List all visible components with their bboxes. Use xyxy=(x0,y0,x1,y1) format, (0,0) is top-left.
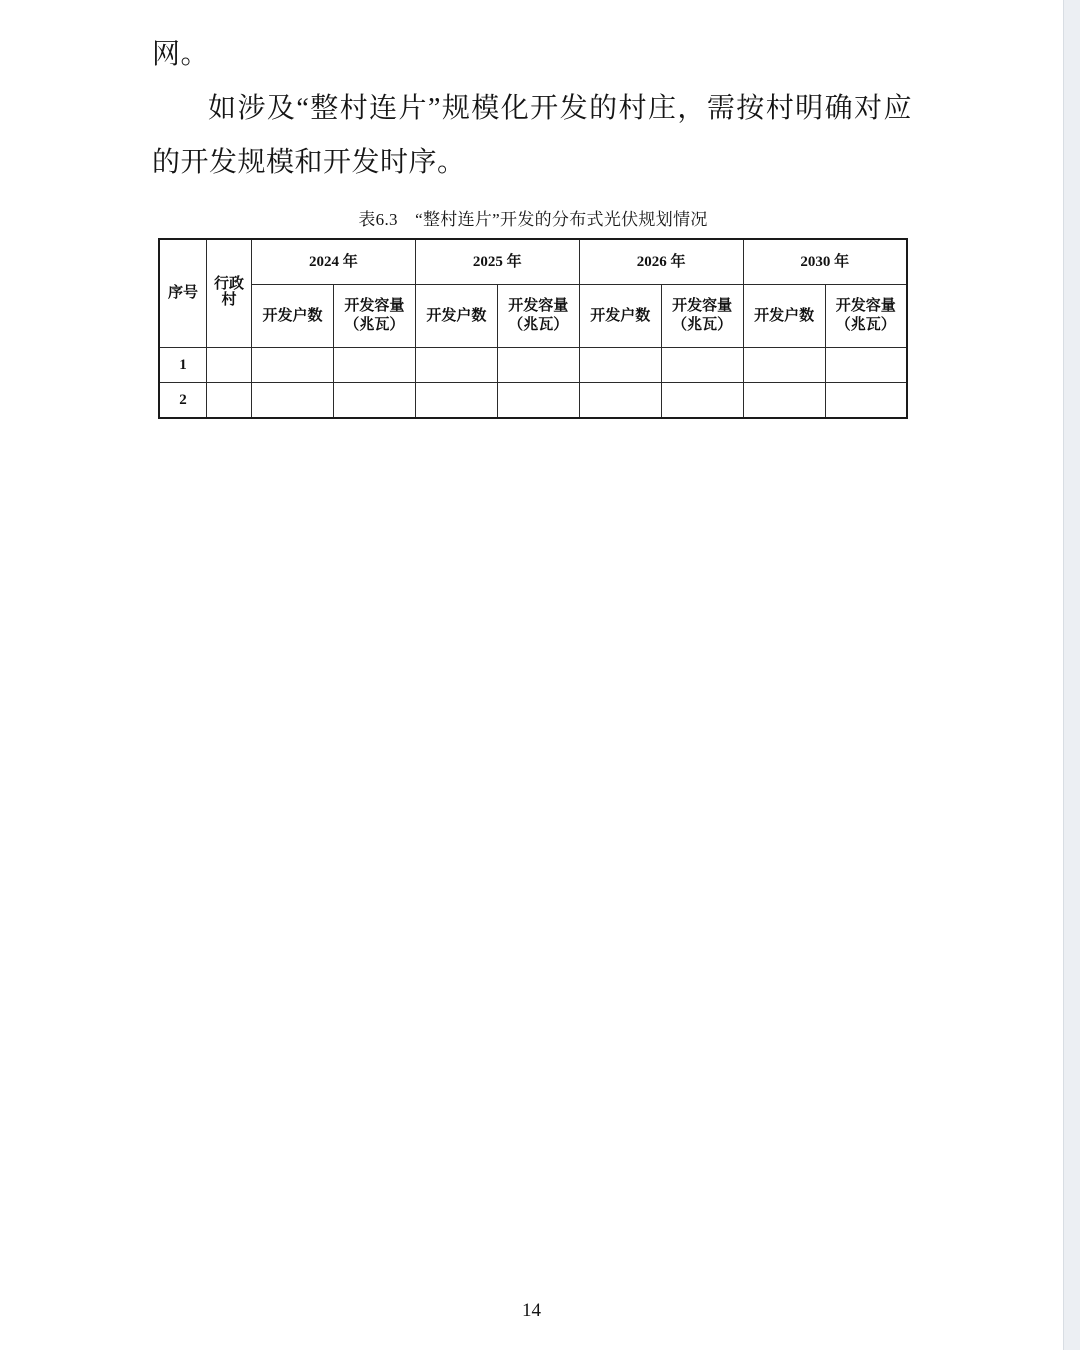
subheader-households-2026: 开发户数 xyxy=(579,285,661,348)
header-seq: 序号 xyxy=(159,239,207,348)
table-block xyxy=(158,205,908,419)
row-village[interactable] xyxy=(207,348,252,383)
header-year-2024: 2024 年 xyxy=(252,239,416,285)
row-cell[interactable] xyxy=(743,348,825,383)
subheader-capacity-2024: 开发容量 （兆瓦） xyxy=(333,285,415,348)
header-year-2026: 2026 年 xyxy=(579,239,743,285)
row-village[interactable] xyxy=(207,383,252,419)
table-row xyxy=(159,348,907,383)
subheader-capacity-2026: 开发容量 （兆瓦） xyxy=(661,285,743,348)
scrollbar-gutter[interactable] xyxy=(1063,0,1080,1350)
header-year-2030: 2030 年 xyxy=(743,239,907,285)
subheader-capacity-2025: 开发容量 （兆瓦） xyxy=(497,285,579,348)
row-cell[interactable] xyxy=(743,383,825,419)
row-cell[interactable] xyxy=(661,348,743,383)
table-caption: 表6.3 “整村连片”开发的分布式光伏规划情况 xyxy=(358,210,708,229)
body-text-block xyxy=(152,28,912,190)
table-header-row-subheaders xyxy=(159,285,907,348)
header-village: 行政村 xyxy=(207,239,252,348)
row-cell[interactable] xyxy=(579,383,661,419)
subheader-households-2030: 开发户数 xyxy=(743,285,825,348)
row-cell[interactable] xyxy=(661,383,743,419)
table-header-row-years xyxy=(159,239,907,285)
row-cell[interactable] xyxy=(333,383,415,419)
subheader-capacity-2030: 开发容量 （兆瓦） xyxy=(825,285,907,348)
row-cell[interactable] xyxy=(825,383,907,419)
row-cell[interactable] xyxy=(415,348,497,383)
row-cell[interactable] xyxy=(825,348,907,383)
row-cell[interactable] xyxy=(497,383,579,419)
row-cell[interactable] xyxy=(252,383,334,419)
plan-table xyxy=(158,238,908,419)
row-seq: 2 xyxy=(159,383,207,419)
row-seq: 1 xyxy=(159,348,207,383)
row-cell[interactable] xyxy=(415,383,497,419)
subheader-households-2024: 开发户数 xyxy=(252,285,334,348)
table-row xyxy=(159,383,907,419)
row-cell[interactable] xyxy=(497,348,579,383)
row-cell[interactable] xyxy=(252,348,334,383)
row-cell[interactable] xyxy=(333,348,415,383)
page-number: 14 xyxy=(522,1300,541,1321)
row-cell[interactable] xyxy=(579,348,661,383)
subheader-households-2025: 开发户数 xyxy=(415,285,497,348)
paragraph-2: 如涉及“整村连片”规模化开发的村庄，需按村明确对应的开发规模和开发时序。 xyxy=(152,93,912,178)
header-year-2025: 2025 年 xyxy=(415,239,579,285)
paragraph-1: 网。 xyxy=(152,39,210,70)
